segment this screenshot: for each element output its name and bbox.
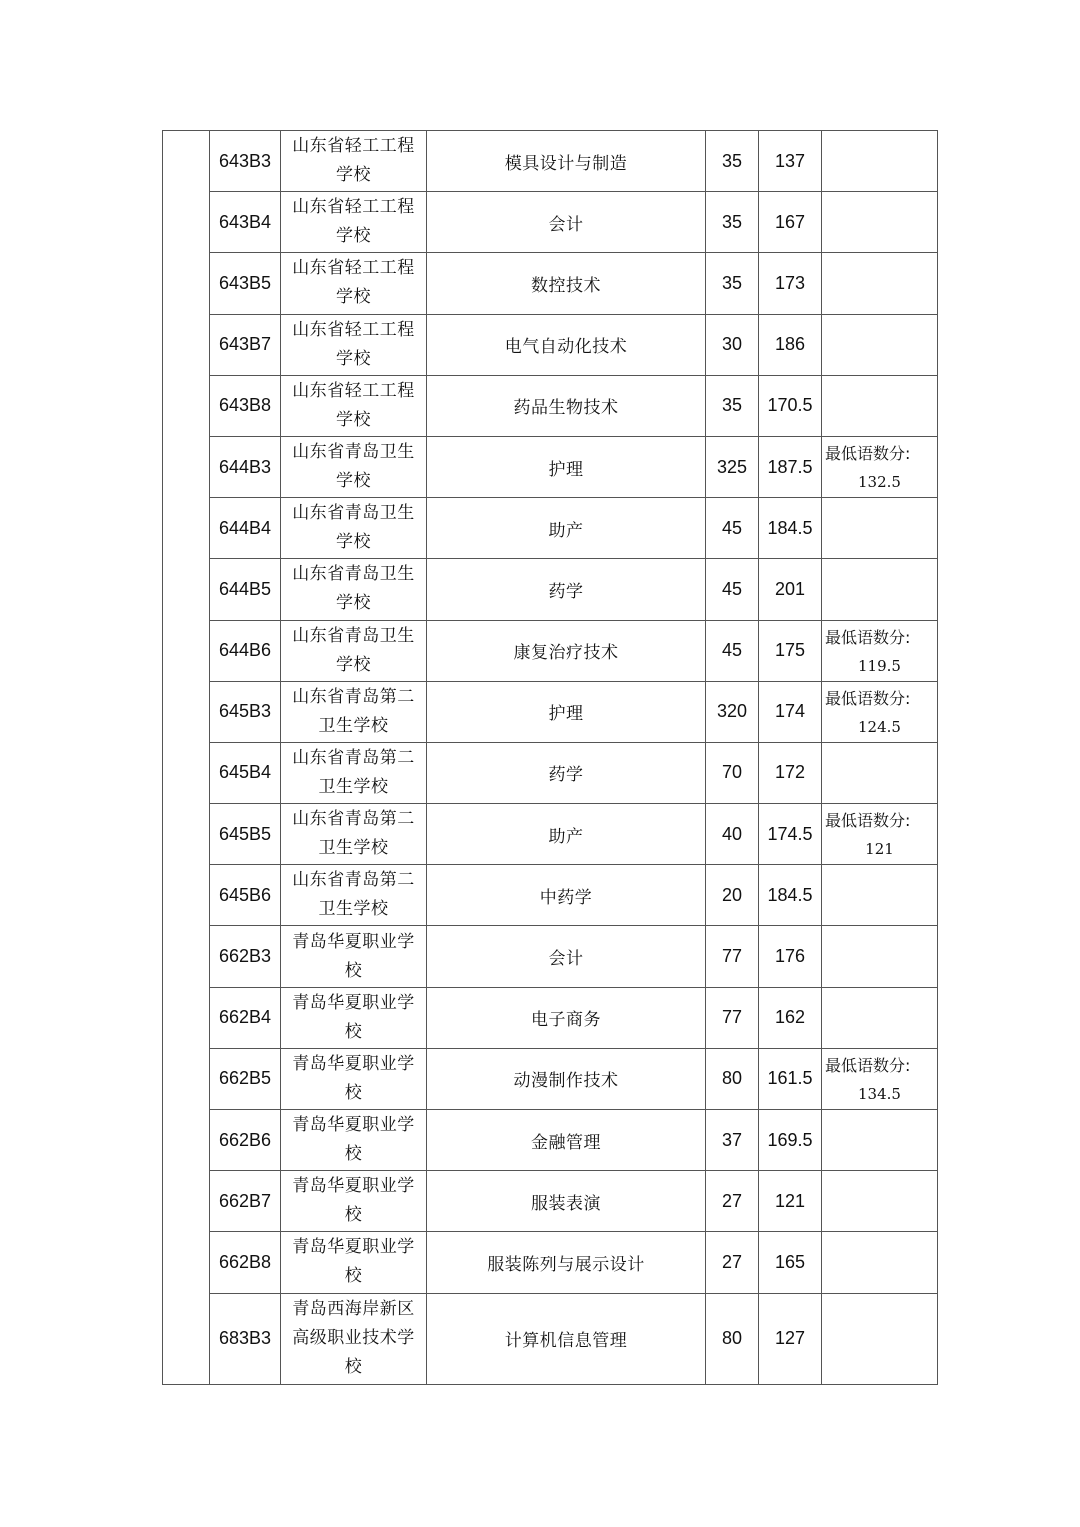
table-row (163, 926, 938, 987)
major-name-cell: 会计 (427, 192, 706, 253)
table-row (163, 742, 938, 803)
school-name-cell (281, 742, 427, 803)
major-code-cell: 644B3 (210, 436, 281, 497)
note-cell (822, 314, 938, 375)
note-value: 134.5 (858, 1084, 901, 1103)
major-name-cell: 康复治疗技术 (427, 620, 706, 681)
note-cell (822, 1232, 938, 1293)
school-name-line: 学校 (336, 348, 371, 369)
plan-count-cell: 30 (706, 314, 759, 375)
major-name-cell: 护理 (427, 681, 706, 742)
major-code-cell: 662B8 (210, 1232, 281, 1293)
major-name-cell: 助产 (427, 804, 706, 865)
min-score-cell: 201 (759, 559, 822, 620)
school-name-line: 山东省青岛卫生 (292, 503, 415, 524)
table-row (163, 620, 938, 681)
plan-count-cell: 320 (706, 681, 759, 742)
school-name-line: 卫生学校 (318, 899, 389, 920)
plan-count-cell: 35 (706, 131, 759, 192)
min-score-cell: 121 (759, 1171, 822, 1232)
major-name-cell: 药学 (427, 742, 706, 803)
major-code-cell: 645B3 (210, 681, 281, 742)
major-name-cell: 动漫制作技术 (427, 1048, 706, 1109)
min-score-cell: 187.5 (759, 436, 822, 497)
school-name-cell (281, 131, 427, 192)
major-code-cell: 643B8 (210, 375, 281, 436)
major-code-cell: 645B4 (210, 742, 281, 803)
school-name-line: 校 (344, 1082, 363, 1103)
plan-count-cell: 45 (706, 620, 759, 681)
major-name-cell: 护理 (427, 436, 706, 497)
school-name-cell (281, 1110, 427, 1171)
school-name-line: 校 (344, 1144, 363, 1165)
min-score-cell: 127 (759, 1293, 822, 1384)
plan-count-cell: 77 (706, 926, 759, 987)
school-name-line: 山东省轻工工程 (292, 197, 415, 218)
school-name-line: 校 (344, 1205, 363, 1226)
school-name-cell (281, 192, 427, 253)
school-name-line: 学校 (336, 471, 371, 492)
school-name-line: 山东省青岛第二 (292, 870, 415, 891)
note-cell (822, 804, 938, 865)
plan-count-cell: 37 (706, 1110, 759, 1171)
note-value: 119.5 (858, 656, 901, 675)
school-name-line: 山东省青岛第二 (292, 809, 415, 830)
min-score-cell: 174.5 (759, 804, 822, 865)
note-cell (822, 681, 938, 742)
note-cell (822, 865, 938, 926)
table-row (163, 559, 938, 620)
table-body (163, 131, 938, 1385)
school-name-cell (281, 865, 427, 926)
note-cell (822, 375, 938, 436)
min-score-cell: 170.5 (759, 375, 822, 436)
note-cell (822, 1171, 938, 1232)
school-name-line: 青岛华夏职业学 (292, 1237, 415, 1258)
school-name-line: 青岛华夏职业学 (292, 1115, 415, 1136)
note-label: 最低语数分: (825, 627, 911, 647)
major-name-cell: 电气自动化技术 (427, 314, 706, 375)
school-name-line: 山东省青岛卫生 (292, 442, 415, 463)
school-name-cell (281, 375, 427, 436)
note-cell (822, 253, 938, 314)
note-cell (822, 498, 938, 559)
major-code-cell: 644B5 (210, 559, 281, 620)
min-score-cell: 137 (759, 131, 822, 192)
table-row (163, 681, 938, 742)
school-name-cell (281, 1171, 427, 1232)
school-name-line: 青岛华夏职业学 (292, 931, 415, 952)
school-name-line: 青岛华夏职业学 (292, 992, 415, 1013)
major-name-cell: 会计 (427, 926, 706, 987)
school-name-line: 学校 (336, 409, 371, 430)
school-name-line: 高级职业技术学 (292, 1328, 415, 1349)
table-row (163, 192, 938, 253)
min-score-cell: 165 (759, 1232, 822, 1293)
major-code-cell: 644B4 (210, 498, 281, 559)
school-name-line: 学校 (336, 593, 371, 614)
note-value: 132.5 (858, 473, 901, 492)
school-name-line: 山东省青岛第二 (292, 686, 415, 707)
note-cell (822, 620, 938, 681)
note-label: 最低语数分: (825, 1055, 911, 1075)
school-name-cell (281, 1293, 427, 1384)
table-row (163, 1293, 938, 1384)
school-name-cell (281, 681, 427, 742)
note-value: 124.5 (858, 717, 901, 736)
school-name-cell (281, 559, 427, 620)
school-name-line: 山东省青岛第二 (292, 747, 415, 768)
note-cell (822, 1293, 938, 1384)
major-name-cell: 电子商务 (427, 987, 706, 1048)
major-code-cell: 662B5 (210, 1048, 281, 1109)
note-cell (822, 742, 938, 803)
note-label: 最低语数分: (825, 811, 911, 831)
school-name-cell (281, 498, 427, 559)
school-name-cell (281, 804, 427, 865)
school-name-line: 卫生学校 (318, 838, 389, 859)
min-score-cell: 169.5 (759, 1110, 822, 1171)
school-name-cell (281, 620, 427, 681)
min-score-cell: 167 (759, 192, 822, 253)
admission-score-table (162, 130, 938, 1385)
category-cell (163, 131, 210, 1385)
min-score-cell: 174 (759, 681, 822, 742)
school-name-line: 山东省青岛卫生 (292, 564, 415, 585)
plan-count-cell: 20 (706, 865, 759, 926)
major-code-cell: 645B6 (210, 865, 281, 926)
table-row (163, 804, 938, 865)
min-score-cell: 176 (759, 926, 822, 987)
table-row (163, 498, 938, 559)
table-row (163, 253, 938, 314)
major-name-cell: 助产 (427, 498, 706, 559)
major-code-cell: 644B6 (210, 620, 281, 681)
school-name-line: 青岛西海岸新区 (292, 1299, 415, 1320)
school-name-line: 山东省轻工工程 (292, 258, 415, 279)
plan-count-cell: 35 (706, 375, 759, 436)
note-cell (822, 1110, 938, 1171)
min-score-cell: 173 (759, 253, 822, 314)
school-name-line: 学校 (336, 165, 371, 186)
school-name-line: 学校 (336, 287, 371, 308)
table-row (163, 314, 938, 375)
school-name-line: 山东省青岛卫生 (292, 625, 415, 646)
note-cell (822, 436, 938, 497)
note-value: 121 (865, 840, 894, 859)
school-name-line: 校 (344, 960, 363, 981)
school-name-line: 卫生学校 (318, 776, 389, 797)
table-row (163, 987, 938, 1048)
school-name-cell (281, 1232, 427, 1293)
major-code-cell: 662B4 (210, 987, 281, 1048)
min-score-cell: 175 (759, 620, 822, 681)
min-score-cell: 162 (759, 987, 822, 1048)
note-label: 最低语数分: (825, 444, 911, 464)
note-label: 最低语数分: (825, 688, 911, 708)
note-cell (822, 131, 938, 192)
major-code-cell: 643B4 (210, 192, 281, 253)
major-code-cell: 683B3 (210, 1293, 281, 1384)
table-row (163, 1110, 938, 1171)
note-cell (822, 559, 938, 620)
school-name-line: 山东省轻工工程 (292, 380, 415, 401)
major-code-cell: 643B3 (210, 131, 281, 192)
table-row (163, 375, 938, 436)
plan-count-cell: 70 (706, 742, 759, 803)
major-name-cell: 药学 (427, 559, 706, 620)
plan-count-cell: 45 (706, 498, 759, 559)
major-name-cell: 中药学 (427, 865, 706, 926)
table-row (163, 1171, 938, 1232)
table-row (163, 436, 938, 497)
note-cell (822, 926, 938, 987)
school-name-cell (281, 1048, 427, 1109)
school-name-line: 青岛华夏职业学 (292, 1176, 415, 1197)
table-row (163, 1048, 938, 1109)
plan-count-cell: 325 (706, 436, 759, 497)
major-name-cell: 模具设计与制造 (427, 131, 706, 192)
plan-count-cell: 27 (706, 1171, 759, 1232)
min-score-cell: 186 (759, 314, 822, 375)
major-name-cell: 计算机信息管理 (427, 1293, 706, 1384)
school-name-line: 山东省轻工工程 (292, 136, 415, 157)
plan-count-cell: 35 (706, 253, 759, 314)
major-name-cell: 服装陈列与展示设计 (427, 1232, 706, 1293)
note-cell (822, 987, 938, 1048)
major-name-cell: 金融管理 (427, 1110, 706, 1171)
table-row (163, 865, 938, 926)
min-score-cell: 184.5 (759, 498, 822, 559)
table-row (163, 131, 938, 192)
major-name-cell: 数控技术 (427, 253, 706, 314)
note-cell (822, 192, 938, 253)
school-name-cell (281, 987, 427, 1048)
school-name-cell (281, 436, 427, 497)
school-name-line: 学校 (336, 532, 371, 553)
school-name-line: 青岛华夏职业学 (292, 1053, 415, 1074)
plan-count-cell: 35 (706, 192, 759, 253)
school-name-line: 校 (344, 1266, 363, 1287)
school-name-line: 学校 (336, 654, 371, 675)
note-cell (822, 1048, 938, 1109)
school-name-line: 学校 (336, 226, 371, 247)
plan-count-cell: 77 (706, 987, 759, 1048)
major-name-cell: 药品生物技术 (427, 375, 706, 436)
min-score-cell: 172 (759, 742, 822, 803)
school-name-line: 校 (344, 1357, 363, 1378)
school-name-cell (281, 314, 427, 375)
school-name-cell (281, 926, 427, 987)
table-row (163, 1232, 938, 1293)
plan-count-cell: 45 (706, 559, 759, 620)
plan-count-cell: 80 (706, 1048, 759, 1109)
major-code-cell: 645B5 (210, 804, 281, 865)
major-name-cell: 服装表演 (427, 1171, 706, 1232)
school-name-line: 山东省轻工工程 (292, 319, 415, 340)
min-score-cell: 161.5 (759, 1048, 822, 1109)
school-name-cell (281, 253, 427, 314)
major-code-cell: 643B5 (210, 253, 281, 314)
major-code-cell: 662B7 (210, 1171, 281, 1232)
major-code-cell: 662B3 (210, 926, 281, 987)
school-name-line: 校 (344, 1021, 363, 1042)
school-name-line: 卫生学校 (318, 715, 389, 736)
plan-count-cell: 40 (706, 804, 759, 865)
plan-count-cell: 27 (706, 1232, 759, 1293)
major-code-cell: 643B7 (210, 314, 281, 375)
min-score-cell: 184.5 (759, 865, 822, 926)
major-code-cell: 662B6 (210, 1110, 281, 1171)
plan-count-cell: 80 (706, 1293, 759, 1384)
